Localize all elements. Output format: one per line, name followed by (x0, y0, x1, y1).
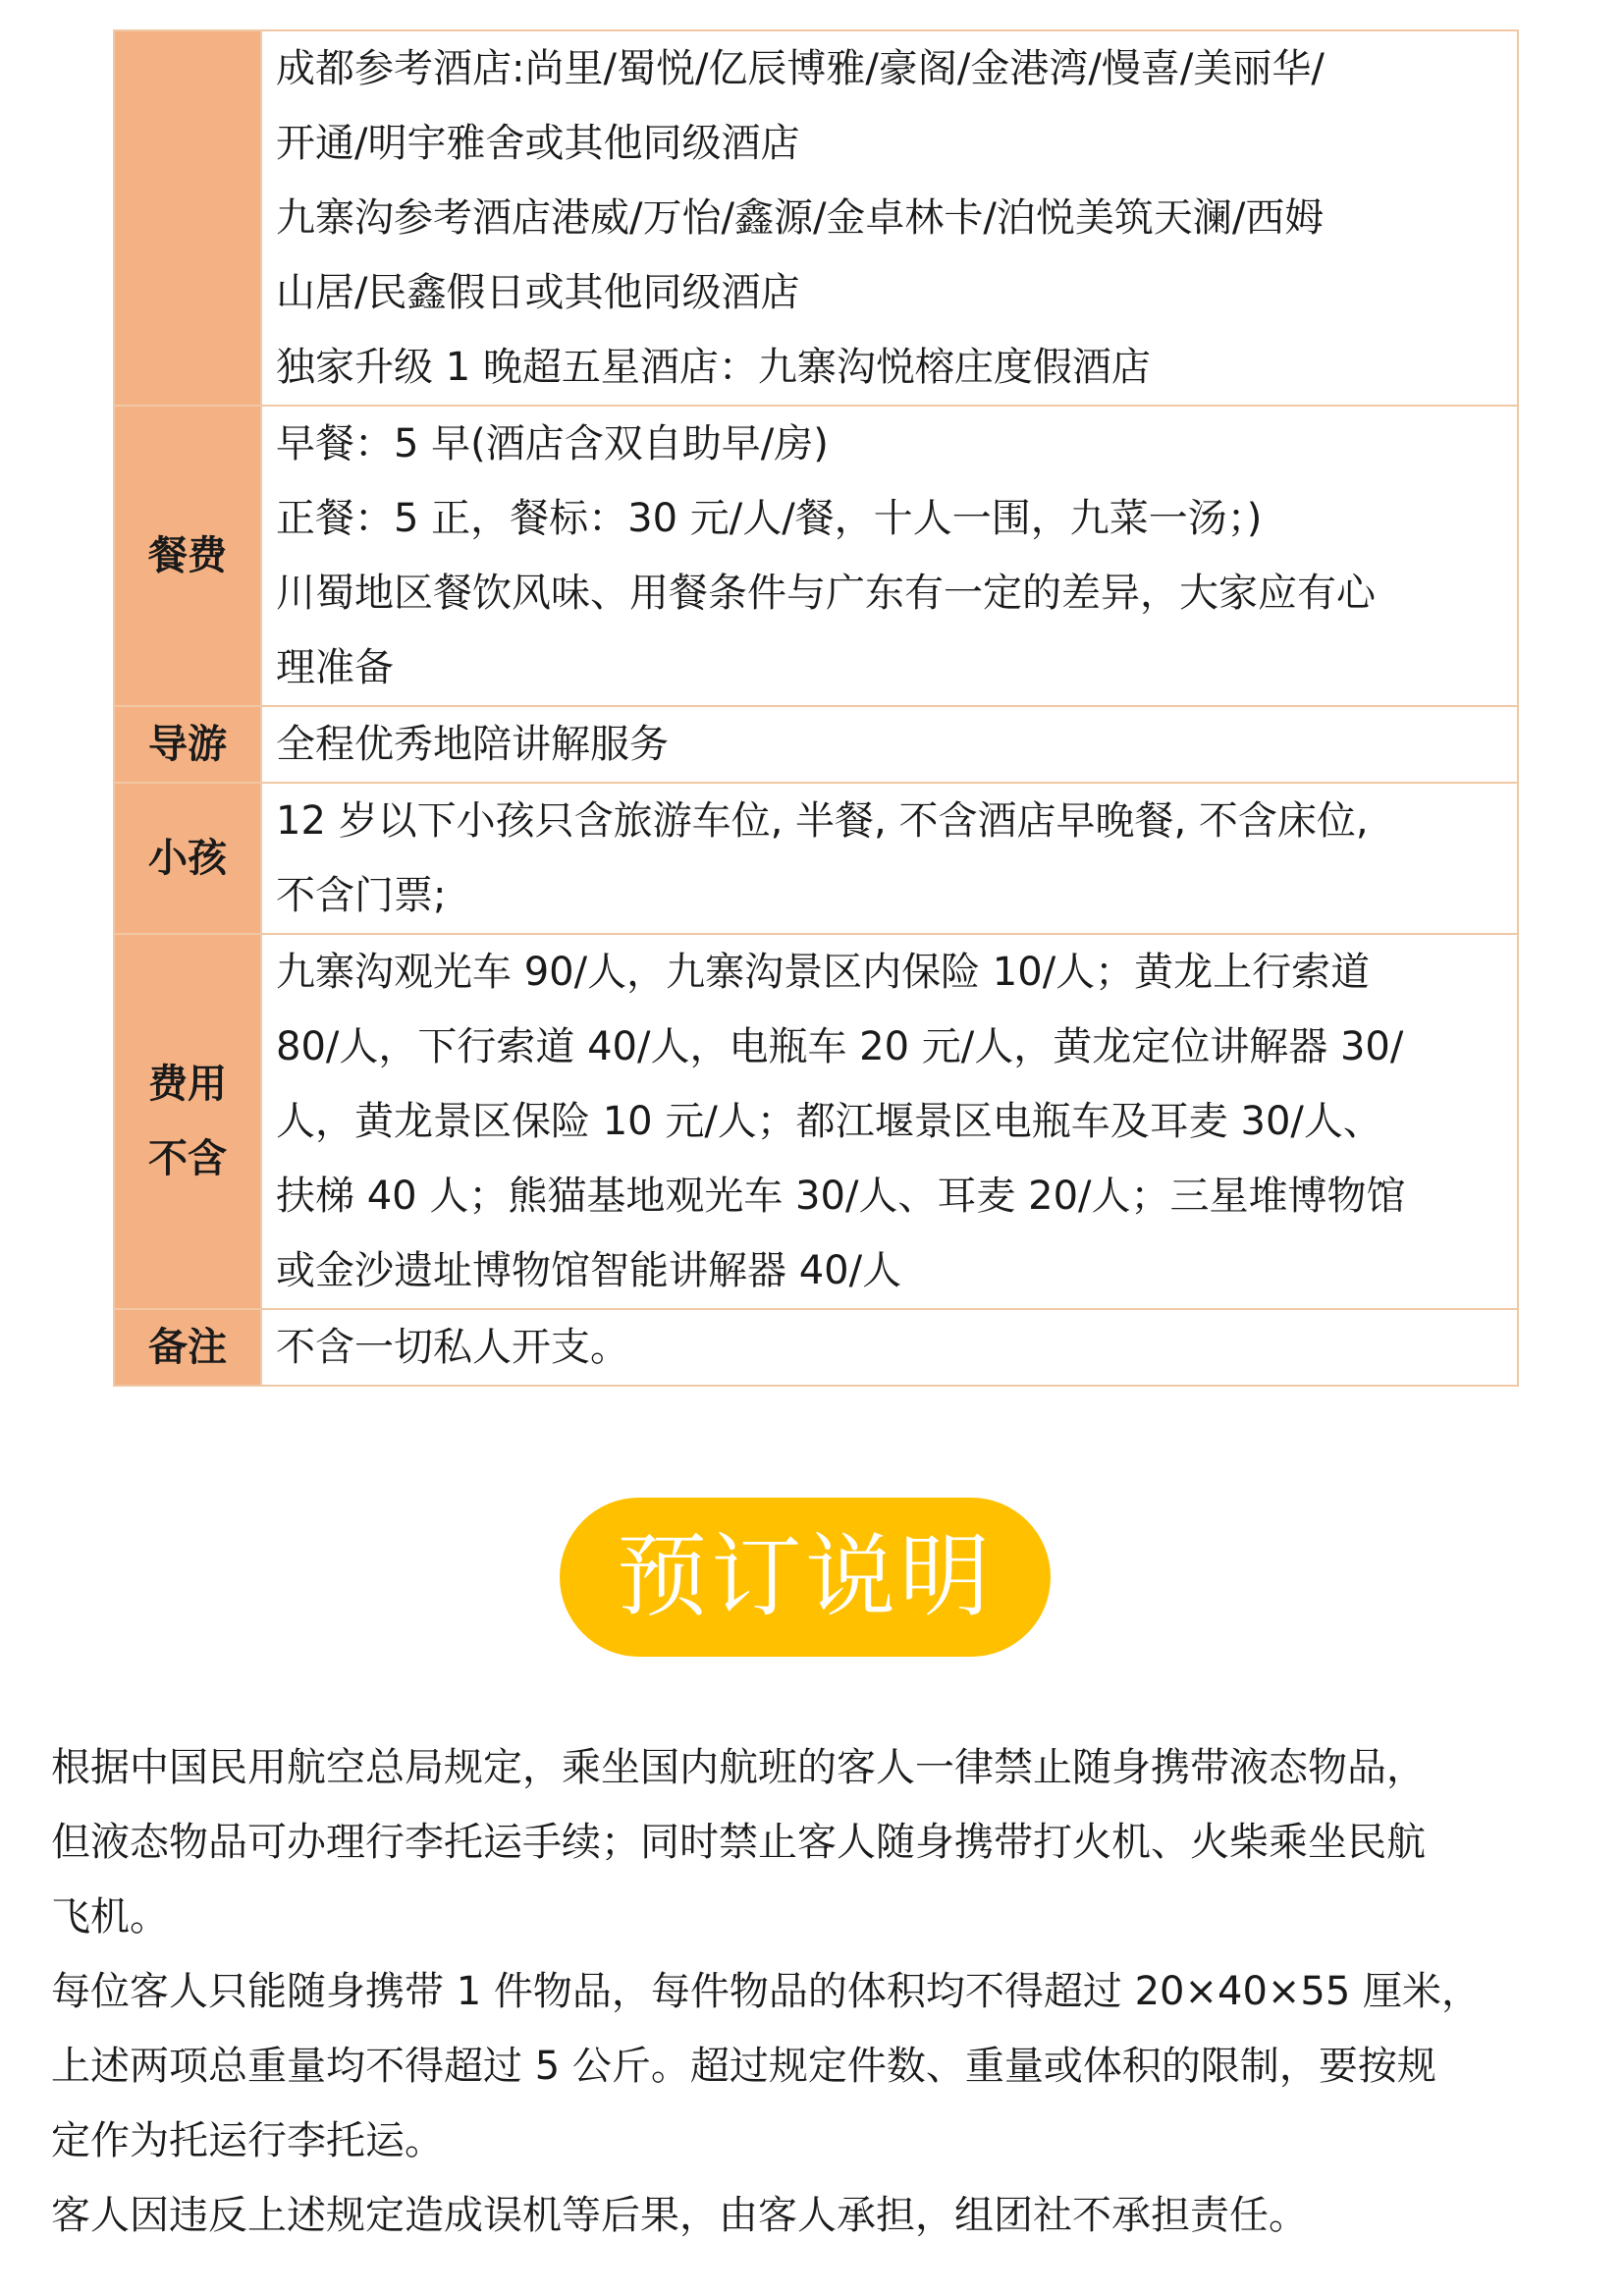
row-content-remarks (261, 1309, 1518, 1386)
notes-line: 上述两项总重量均不得超过 5 公斤。超过规定件数、重量或体积的限制，要按规 (51, 2044, 1436, 2089)
notes-line: 定作为托运行李托运。 (51, 2118, 444, 2163)
table-row-guide (114, 706, 1518, 783)
notes-line: 根据中国民用航空总局规定，乘坐国内航班的客人一律禁止随身携带液态物品， (51, 1745, 1426, 1790)
excluded-line: 九寨沟观光车 90/人，九寨沟景区内保险 10/人；黄龙上行索道 (276, 950, 1371, 995)
children-line: 12 岁以下小孩只含旅游车位, 半餐, 不含酒店早晚餐, 不含床位, (276, 798, 1369, 844)
row-label-children: 小孩 (114, 783, 261, 934)
table-row-remarks (114, 1309, 1518, 1386)
meals-line: 早餐：5 早(酒店含双自助早/房) (276, 421, 829, 466)
row-label-hotel (114, 30, 261, 406)
banner-title: 预订说明 (616, 1524, 994, 1629)
notes-line: 每位客人只能随身携带 1 件物品，每件物品的体积均不得超过 20×40×55 厘米， (51, 1969, 1482, 2014)
hotel-line: 山居/民鑫假日或其他同级酒店 (276, 270, 800, 315)
hotel-line: 成都参考酒店:尚里/蜀悦/亿辰博雅/豪阁/金港湾/慢喜/美丽华/ (276, 46, 1325, 91)
booking-notes-banner (560, 1498, 1051, 1657)
children-line: 不含门票; (276, 873, 447, 918)
trip-info-table (113, 29, 1519, 1387)
guide-line: 全程优秀地陪讲解服务 (276, 722, 669, 767)
hotel-line: 独家升级 1 晚超五星酒店：九寨沟悦榕庄度假酒店 (276, 345, 1151, 390)
row-label-meals: 餐费 (114, 406, 261, 706)
hotel-line: 开通/明宇雅舍或其他同级酒店 (276, 121, 800, 166)
row-content-guide (261, 706, 1518, 783)
row-label-guide: 导游 (114, 706, 261, 783)
row-content-children (261, 783, 1518, 934)
row-content-excluded-costs (261, 934, 1518, 1309)
excluded-line: 人，黄龙景区保险 10 元/人；都江堰景区电瓶车及耳麦 30/人、 (276, 1099, 1382, 1144)
notes-line: 但液态物品可办理行李托运手续；同时禁止客人随身携带打火机、火柴乘坐民航 (51, 1820, 1426, 1865)
meals-line: 川蜀地区餐饮风味、用餐条件与广东有一定的差异，大家应有心 (276, 571, 1376, 616)
remarks-line: 不含一切私人开支。 (276, 1325, 629, 1370)
excluded-line: 80/人，下行索道 40/人，电瓶车 20 元/人，黄龙定位讲解器 30/ (276, 1024, 1404, 1069)
row-label-remarks: 备注 (114, 1309, 261, 1386)
meals-line: 理准备 (276, 645, 394, 690)
booking-notes-text (51, 1730, 1583, 2253)
table-row-meals (114, 406, 1518, 706)
row-content-meals (261, 406, 1518, 706)
notes-line: 客人因违反上述规定造成误机等后果，由客人承担，组团社不承担责任。 (51, 2193, 1308, 2238)
table-row-hotel (114, 30, 1518, 406)
notes-line: 飞机。 (51, 1894, 169, 1940)
row-label-excluded-costs (114, 934, 261, 1309)
hotel-line: 九寨沟参考酒店港威/万怡/鑫源/金卓林卡/泊悦美筑天澜/西姆 (276, 195, 1325, 241)
meals-line: 正餐：5 正，餐标：30 元/人/餐，十人一围，九菜一汤；) (276, 496, 1263, 541)
table-row-children (114, 783, 1518, 934)
excluded-label-line: 不含 (148, 1136, 227, 1181)
excluded-line: 或金沙遗址博物馆智能讲解器 40/人 (276, 1248, 902, 1293)
table-row-excluded-costs (114, 934, 1518, 1309)
excluded-line: 扶梯 40 人；熊猫基地观光车 30/人、耳麦 20/人；三星堆博物馆 (276, 1174, 1406, 1219)
row-content-hotel (261, 30, 1518, 406)
excluded-label-line: 费用 (148, 1062, 227, 1107)
